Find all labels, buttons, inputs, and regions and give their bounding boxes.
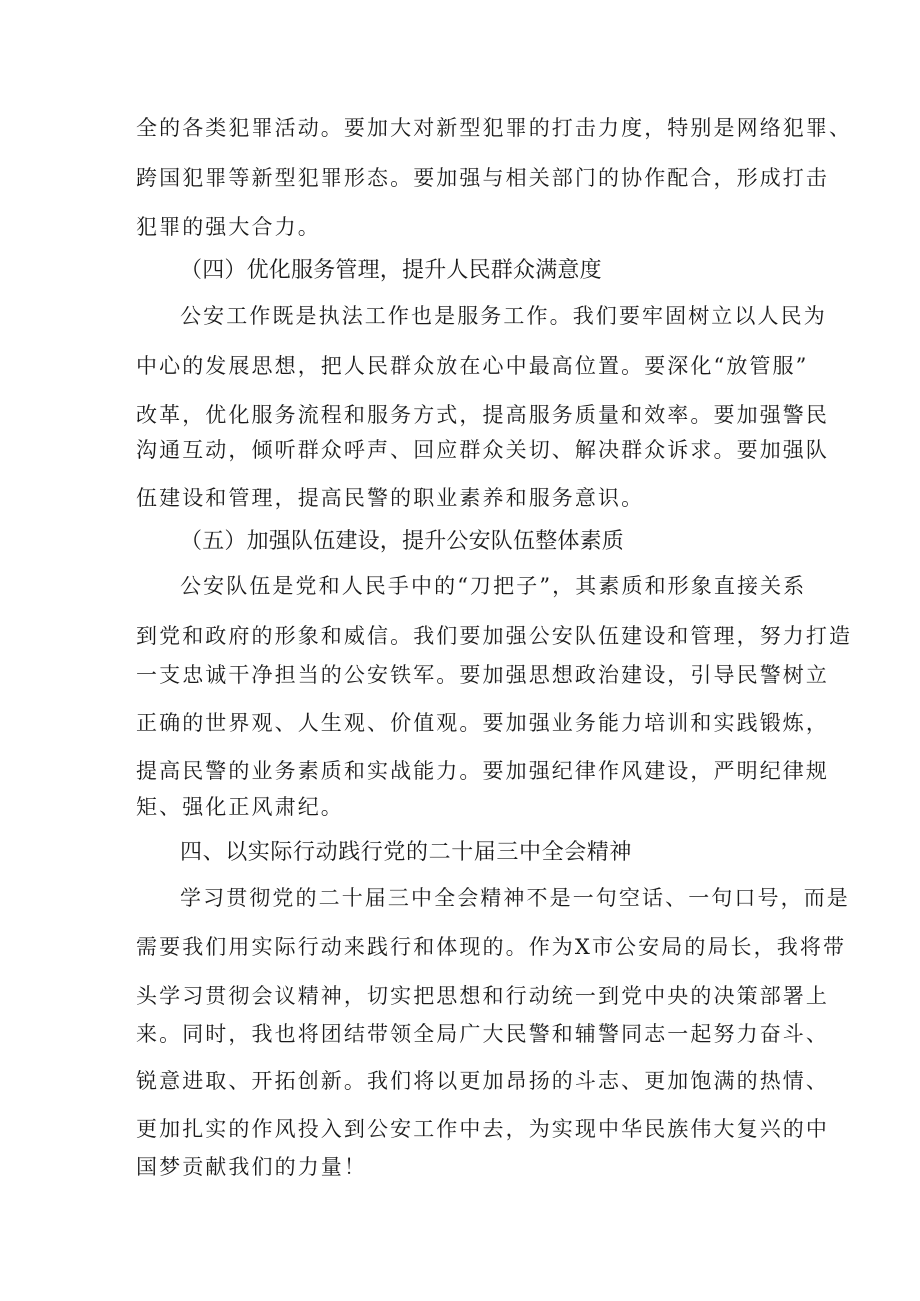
paragraph-line: 提高民警的业务素质和实战能力。要加强纪律作风建设，严明纪律规 [136, 759, 829, 783]
paragraph-line: 中心的发展思想，把人民群众放在心中最高位置。要深化“放管服” [136, 354, 809, 378]
paragraph-line: 正确的世界观、人生观、价值观。要加强业务能力培训和实践锻炼， [136, 711, 829, 735]
paragraph-line: 犯罪的强大合力。 [136, 215, 321, 239]
paragraph-line: 全的各类犯罪活动。要加大对新型犯罪的打击力度，特别是网络犯罪、 [136, 116, 853, 140]
section-heading-5: （五）加强队伍建设，提升公安队伍整体素质 [180, 529, 625, 554]
paragraph-line: 需要我们用实际行动来践行和体现的。作为X市公安局的局长，我将带 [136, 935, 847, 959]
paragraph-line: 矩、强化正风肃纪。 [136, 795, 344, 819]
paragraph-line: 来。同时，我也将团结带领全局广大民警和辅警同志一起努力奋斗、 [136, 1022, 829, 1046]
paragraph-line: 伍建设和管理，提高民警的职业素养和服务意识。 [136, 486, 645, 510]
paragraph-line: 改革，优化服务流程和服务方式，提高服务质量和效率。要加强警民 [136, 403, 829, 427]
paragraph-line: 沟通互动，倾听群众呼声、回应群众关切、解决群众诉求。要加强队 [136, 438, 829, 462]
paragraph-line: 更加扎实的作风投入到公安工作中去，为实现中华民族伟大复兴的中 [136, 1117, 829, 1141]
paragraph-line: 公安队伍是党和人民手中的“刀把子”，其素质和形象直接关系 [180, 574, 807, 598]
paragraph-line: 到党和政府的形象和威信。我们要加强公安队伍建设和管理，努力打造 [136, 624, 853, 648]
part-heading-4: 四、以实际行动践行党的二十届三中全会精神 [180, 840, 633, 865]
paragraph-line: 跨国犯罪等新型犯罪形态。要加强与相关部门的协作配合，形成打击 [136, 166, 829, 190]
paragraph-line: 一支忠诚干净担当的公安铁军。要加强思想政治建设，引导民警树立 [136, 663, 829, 687]
section-heading-4: （四）优化服务管理，提升人民群众满意度 [180, 258, 602, 283]
paragraph-line: 学习贯彻党的二十届三中全会精神不是一句空话、一句口号，而是 [180, 886, 850, 910]
paragraph-line: 国梦贡献我们的力量！ [136, 1155, 367, 1179]
paragraph-line: 锐意进取、开拓创新。我们将以更加昂扬的斗志、更加饱满的热情、 [136, 1069, 829, 1093]
paragraph-line: 公安工作既是执法工作也是服务工作。我们要牢固树立以人民为 [180, 304, 827, 328]
paragraph-line: 头学习贯彻会议精神，切实把思想和行动统一到党中央的决策部署上 [136, 984, 829, 1008]
